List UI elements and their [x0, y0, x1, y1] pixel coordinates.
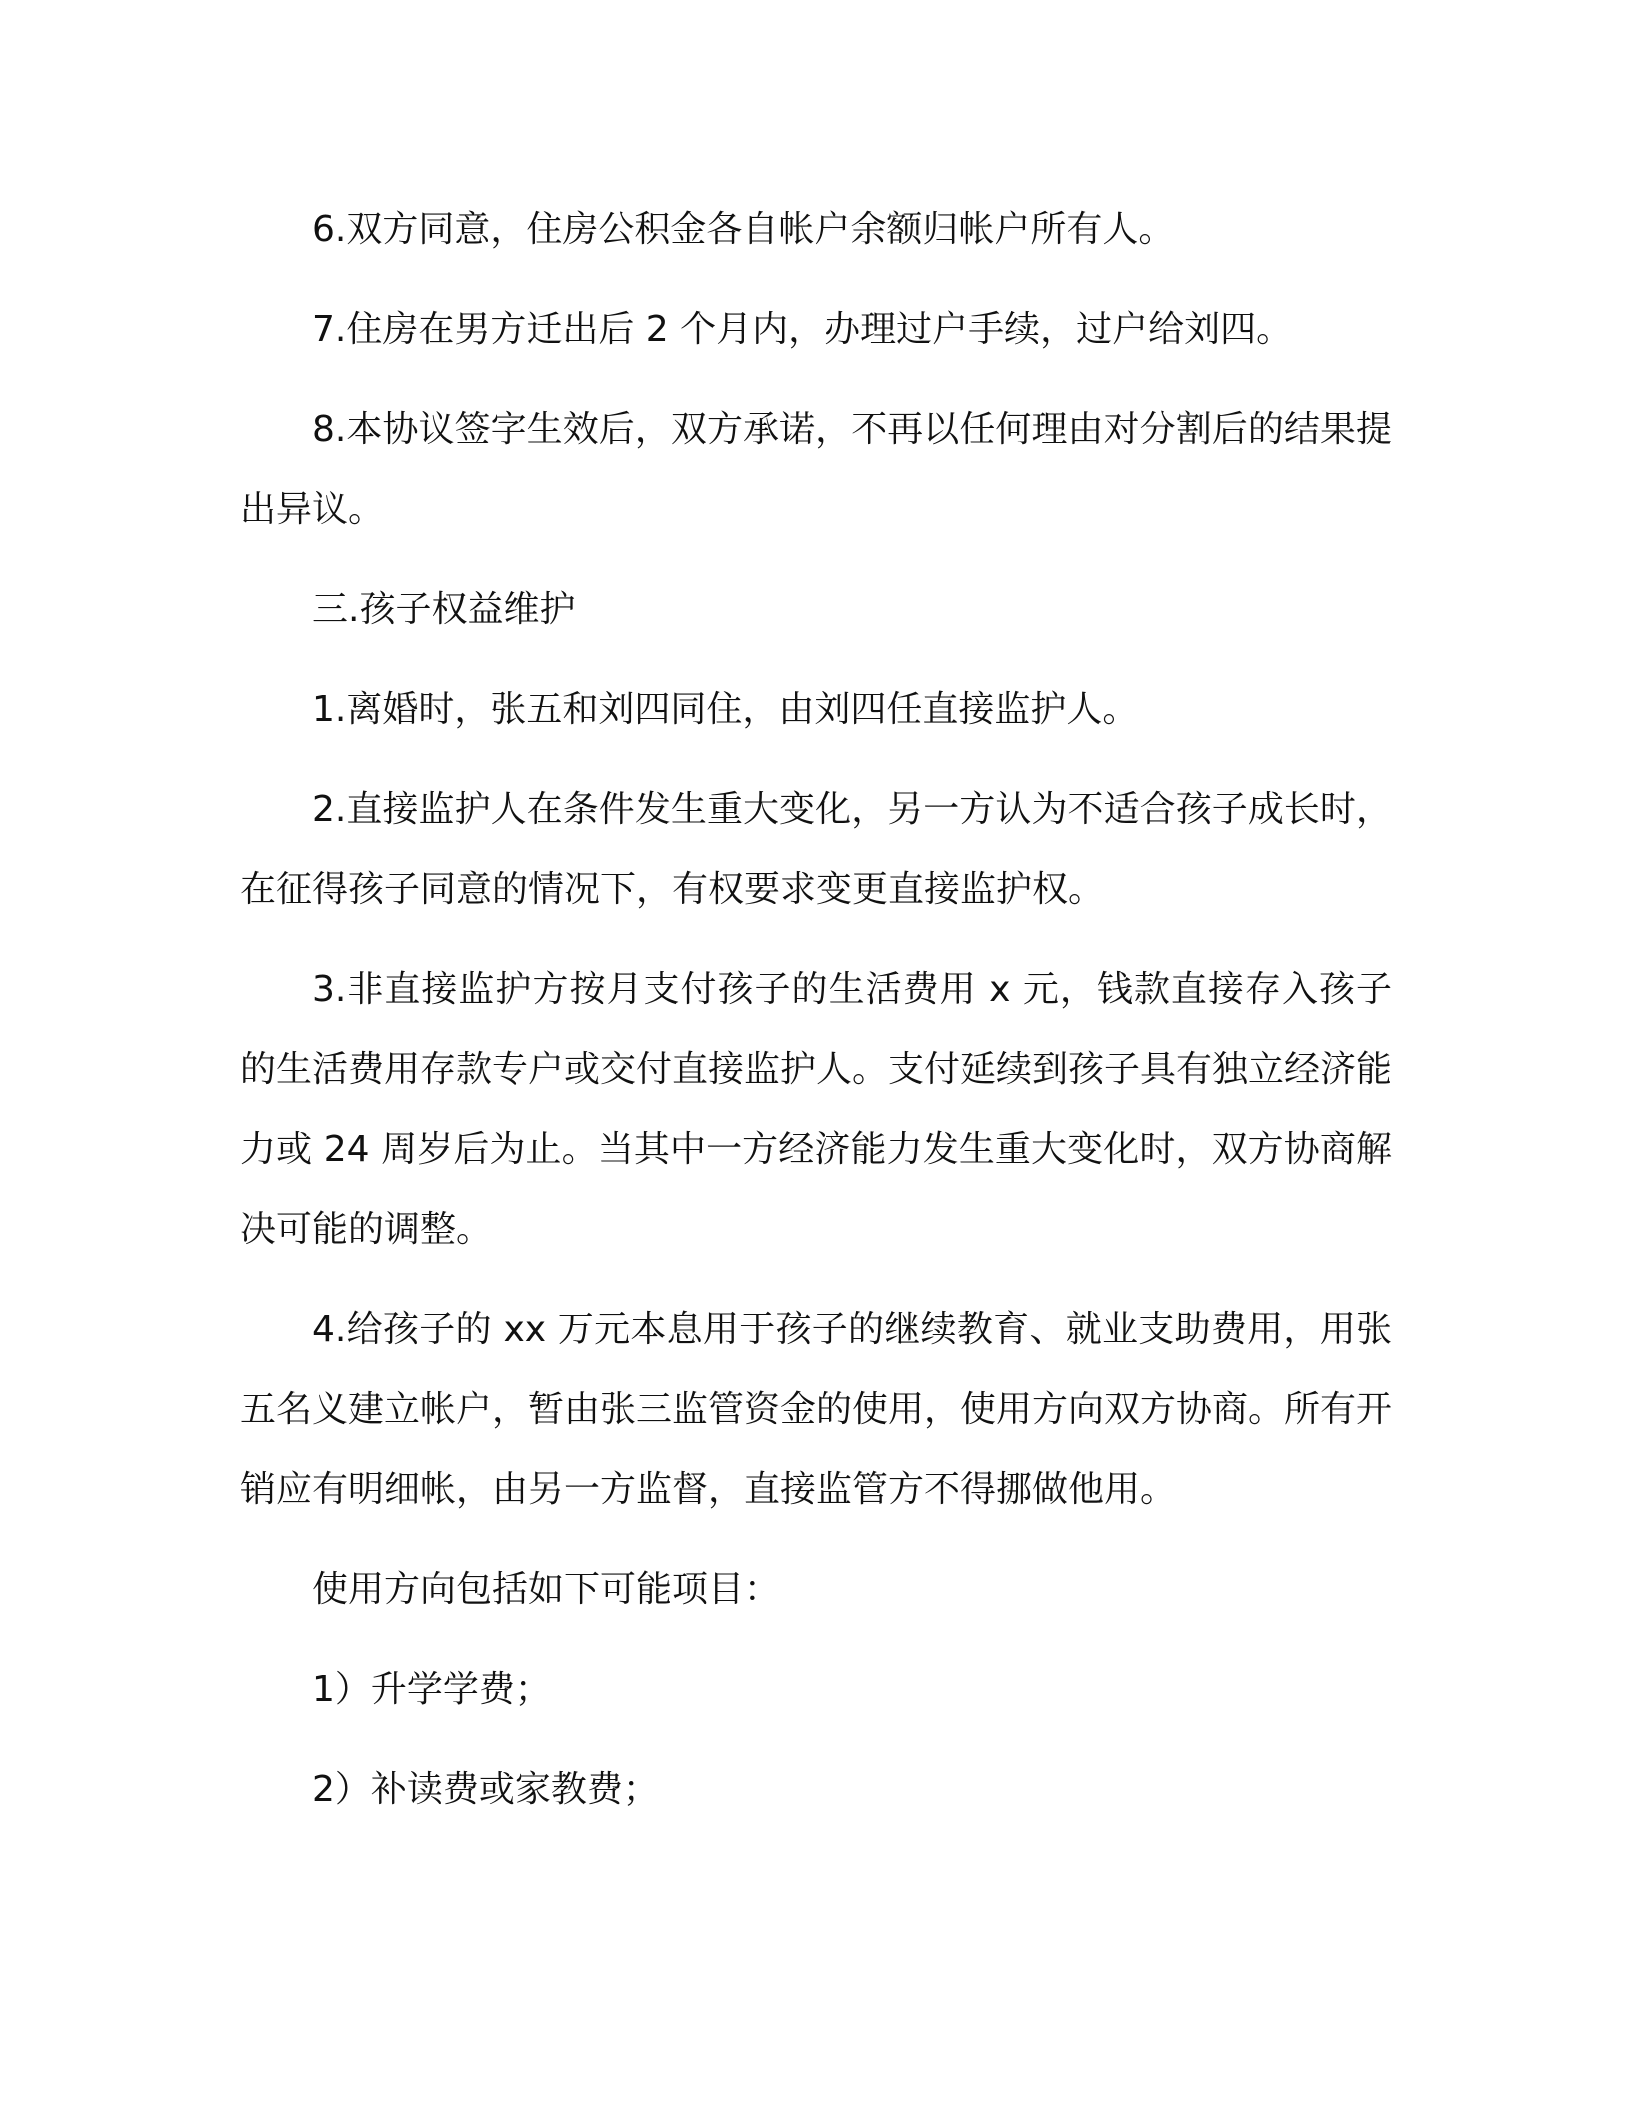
paragraph-item-8: 8.本协议签字生效后，双方承诺，不再以任何理由对分割后的结果提出异议。	[240, 409, 1392, 530]
paragraph-child-2: 2.直接监护人在条件发生重大变化，另一方认为不适合孩子成长时，在征得孩子同意的情况下，有权要求变更直接监护权。	[240, 789, 1392, 910]
paragraph-child-1: 1.离婚时，张五和刘四同住，由刘四任直接监护人。	[312, 689, 1139, 730]
paragraph-child-3: 3.非直接监护方按月支付孩子的生活费用 x 元，钱款直接存入孩子的生活费用存款专户或交付直接监护人。支付延续到孩子具有独立经济能力或 24 周岁后为止。当其中一方经济能力发生重大变化时，双方协商解决可能的调整。	[240, 969, 1393, 1250]
usage-item-1: 1）升学学费；	[312, 1669, 551, 1710]
usage-intro: 使用方向包括如下可能项目：	[312, 1569, 781, 1610]
document-body	[240, 190, 1392, 1850]
paragraph-item-6: 6.双方同意，住房公积金各自帐户余额归帐户所有人。	[312, 209, 1175, 250]
section-heading-children-rights: 三.孩子权益维护	[312, 589, 576, 630]
paragraph-child-4: 4.给孩子的 xx 万元本息用于孩子的继续教育、就业支助费用，用张五名义建立帐户，暂由张三监管资金的使用，使用方向双方协商。所有开销应有明细帐，由另一方监督，直接监管方不得挪做他用。	[240, 1309, 1393, 1510]
usage-item-2: 2）补读费或家教费；	[312, 1769, 659, 1810]
paragraph-item-7: 7.住房在男方迁出后 2 个月内，办理过户手续，过户给刘四。	[312, 309, 1293, 350]
